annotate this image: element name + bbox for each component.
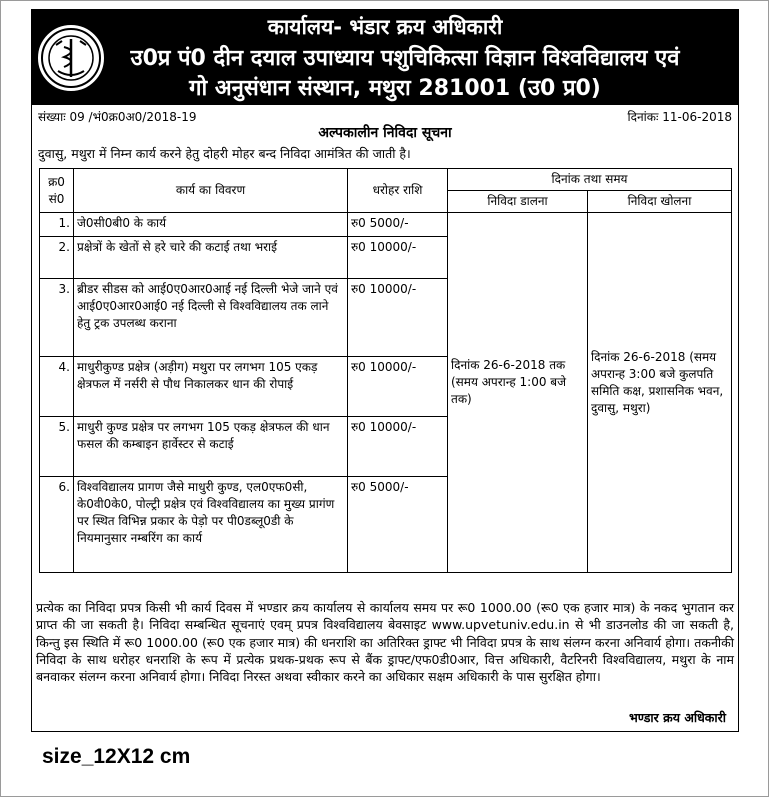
col-header-date-time: दिनांक तथा समय: [448, 169, 732, 191]
tender-table: [39, 168, 732, 573]
terms-paragraph: प्रत्येक का निविदा प्रपत्र किसी भी कार्य दिवस में भण्डार क्रय कार्यालय से कार्यालय समय पर रू0 1000.00 (रू0 एक हजार मात्र) के नकद भुगतान कर प्राप्त की जा सकती है। निविदा सम्बन्धित सूचनाएं एवम् प्रपत्र विश्वविद्यालय बेवसाइट www.upvetuniv.edu.in से भी डाउनलोड की जा सकती है, किन्तु इस स्थिति में रू0 1000.00 (रू0 एक हजार मात्र) की धनराशि का अतिरिक्त ड्राफ्ट भी निविदा प्रपत्र के साथ संलग्न करना अनिवार्य होगा। तकनीकी निविदा के साथ धरोहर धनराशि के रूप में प्रत्येक प्रथक-प्रथक रूप से बैंक ड्राफ्ट/एफ0डी0आर, वित्त अधिकारी, वैटरिनरी विश्वविद्यालय, मथुरा के नाम बनवाकर संलग्न करना अनिवार्य होगा। निविदा निरस्त अथवा स्वीकार करने का अधिकार सक्षम अधिकारी के पास सुरक्षित होगा।: [36, 600, 734, 685]
reference-number: संख्याः 09 /भं0क्र0अ0/2018-19: [38, 110, 197, 124]
row-deposit: रु0 5000/-: [348, 477, 448, 573]
ad-size-label: size_12X12 cm: [42, 745, 191, 768]
row-work: प्रक्षेत्रों के खेतों से हरे चारे की कटाई तथा भराई: [74, 237, 348, 279]
tender-notice: [31, 9, 739, 732]
opening-schedule: [588, 213, 732, 573]
institution-address: गो अनुसंधान संस्थान, मथुरा 281001 (उ0 प्र0): [189, 76, 601, 101]
col-header-deposit: धरोहर राशि: [348, 169, 448, 213]
row-work: जे0सी0बी0 के कार्य: [74, 213, 348, 237]
col-header-sn: क्र0 सं0: [40, 169, 74, 213]
table-row: [40, 213, 732, 237]
signatory: भण्डार क्रय अधिकारी: [629, 710, 726, 725]
university-name: उ0प्र पं0 दीन दयाल उपाध्याय पशुचिकित्सा विज्ञान विश्वविद्यालय एवं: [130, 46, 680, 71]
submit-deadline-text: दिनांक 26-6-2018 तक (समय अपरान्ह 1:00 बजे तक): [451, 358, 567, 406]
header-banner: [32, 10, 738, 105]
row-sn: 2.: [40, 237, 74, 279]
row-deposit: रु0 10000/-: [348, 357, 448, 417]
row-deposit: रु0 10000/-: [348, 237, 448, 279]
row-work: माधुरी कुण्ड प्रक्षेत्र पर लगभग 105 एकड़ क्षेत्रफल की धान फसल की कम्बाइन हार्वेस्टर से कटाई: [74, 417, 348, 477]
row-sn: 4.: [40, 357, 74, 417]
row-sn: 5.: [40, 417, 74, 477]
row-sn: 3.: [40, 279, 74, 357]
row-work: माधुरीकुण्ड प्रक्षेत्र (अड़ीग) मथुरा पर लगभग 105 एकड़ क्षेत्रफल में नर्सरी से पौध निकालकर धान की रोपाई: [74, 357, 348, 417]
row-work: विश्वविद्यालय प्रागण जैसे माधुरी कुण्ड, एल0एफ0सी, के0वी0के0, पोल्ट्री प्रक्षेत्र एवं विश्वविद्यालय का मुख्य प्रागंण पर स्थित विभिन्न प्रकार के पेड़ो पर पी0डब्लू0डी के नियमानुसार नम्बरिंग का कार्य: [74, 477, 348, 573]
office-name: कार्यालय- भंडार क्रय अधिकारी: [267, 15, 503, 39]
row-deposit: रु0 5000/-: [348, 213, 448, 237]
notice-date: दिनांकः 11-06-2018: [627, 110, 732, 124]
col-header-open: निविदा खोलना: [588, 191, 732, 213]
row-deposit: रु0 10000/-: [348, 417, 448, 477]
row-work: ब्रीडर सीडस को आई0ए0आर0आई नई दिल्ली भेजे जाने एवं आई0ए0आर0आई0 नई दिल्ली से विश्वविद्यालय तक लाने हेतु ट्रक उपलब्ध कराना: [74, 279, 348, 357]
col-header-submit: निविदा डालना: [448, 191, 588, 213]
row-sn: 6.: [40, 477, 74, 573]
notice-intro: दुवासु, मथुरा में निम्न कार्य करने हेतु दोहरी मोहर बन्द निविदा आमंत्रित की जाती है।: [38, 146, 411, 161]
opening-schedule-text: दिनांक 26-6-2018 (समय अपरान्ह 3:00 बजे कुलपति समिति कक्ष, प्रशासनिक भवन, दुवासु, मथुरा): [591, 349, 724, 415]
table-header-row: [40, 169, 732, 191]
col-header-work: कार्य का विवरण: [74, 169, 348, 213]
notice-title: अल्पकालीन निविदा सूचना: [318, 125, 452, 141]
submit-deadline: [448, 213, 588, 573]
row-sn: 1.: [40, 213, 74, 237]
row-deposit: रु0 10000/-: [348, 279, 448, 357]
